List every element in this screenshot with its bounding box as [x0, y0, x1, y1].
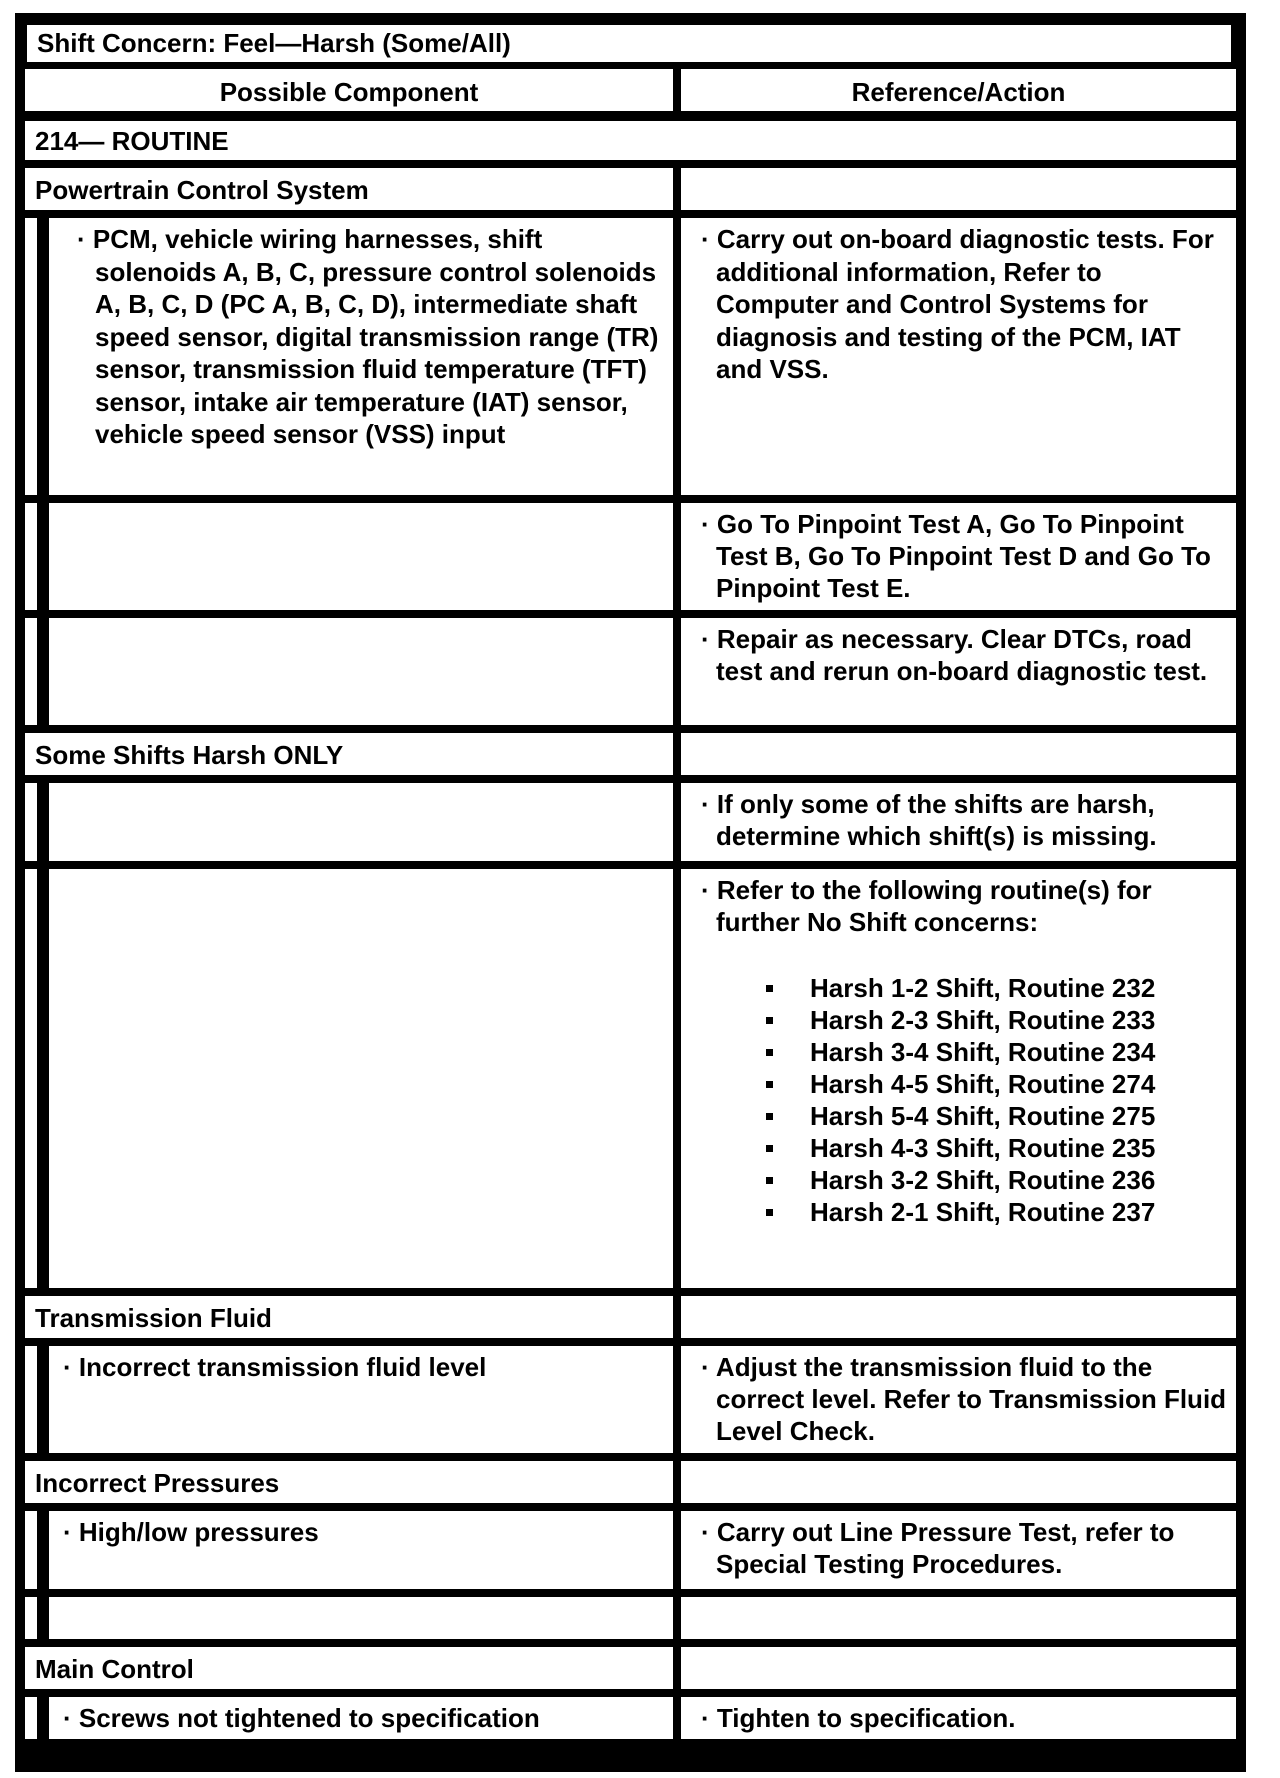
empty-component-cell [49, 618, 673, 725]
indent-cell [25, 1597, 37, 1639]
square-bullet-icon [766, 1113, 773, 1120]
empty-component-cell [49, 783, 673, 861]
list-item: Harsh 2-3 Shift, Routine 233 [716, 1004, 1228, 1036]
square-bullet-icon [766, 1177, 773, 1184]
powertrain-action-2: · Go To Pinpoint Test A, Go To Pinpoint Test B, Go To Pinpoint Test D and Go To Pinpoint Test E. [681, 503, 1236, 610]
list-item: Harsh 5-4 Shift, Routine 275 [716, 1100, 1228, 1132]
section-some-shifts-action-empty [681, 733, 1236, 775]
section-main-control-action-empty [681, 1647, 1236, 1689]
square-bullet-icon [766, 1145, 773, 1152]
square-bullet-icon [766, 1081, 773, 1088]
indent-cell [25, 1511, 37, 1589]
list-item: Harsh 1-2 Shift, Routine 232 [716, 972, 1228, 1004]
main-control-action: · Tighten to specification. [681, 1697, 1236, 1739]
header-possible-component: Possible Component [25, 69, 673, 111]
indent-cell [25, 869, 37, 1288]
pressures-component: · High/low pressures [49, 1511, 673, 1589]
section-pressures-action-empty [681, 1461, 1236, 1503]
indent-cell [25, 1346, 37, 1453]
list-item: Harsh 4-5 Shift, Routine 274 [716, 1068, 1228, 1100]
empty-action-cell [681, 1597, 1236, 1639]
section-pressures-label: Incorrect Pressures [25, 1461, 673, 1503]
powertrain-action-1: · Carry out on-board diagnostic tests. For additional information, Refer to Computer and Control Systems for diagnosis and testing of the PCM, IAT and VSS. [681, 218, 1236, 495]
powertrain-action-3: · Repair as necessary. Clear DTCs, road test and rerun on-board diagnostic test. [681, 618, 1236, 725]
section-main-control-label: Main Control [25, 1647, 673, 1689]
diagnostic-table [15, 13, 1246, 1772]
square-bullet-icon [766, 1209, 773, 1216]
square-bullet-icon [766, 1049, 773, 1056]
section-some-shifts-label: Some Shifts Harsh ONLY [25, 733, 673, 775]
fluid-action: · Adjust the transmission fluid to the correct level. Refer to Transmission Fluid Level Check. [681, 1346, 1236, 1453]
section-fluid-label: Transmission Fluid [25, 1296, 673, 1338]
empty-component-cell [49, 1597, 673, 1639]
some-shifts-action-2 [681, 869, 1236, 1288]
section-fluid-action-empty [681, 1296, 1236, 1338]
main-control-component: · Screws not tightened to specification [49, 1697, 673, 1739]
list-item: Harsh 3-2 Shift, Routine 236 [716, 1164, 1228, 1196]
indent-cell [25, 503, 37, 610]
indent-cell [25, 1697, 37, 1739]
empty-component-cell [49, 503, 673, 610]
list-item: Harsh 4-3 Shift, Routine 235 [716, 1132, 1228, 1164]
list-item: Harsh 2-1 Shift, Routine 237 [716, 1196, 1228, 1228]
indent-cell [25, 618, 37, 725]
table-title: Shift Concern: Feel—Harsh (Some/All) [27, 25, 1231, 62]
section-powertrain-label: Powertrain Control System [25, 168, 673, 210]
square-bullet-icon [766, 1017, 773, 1024]
some-shifts-action-1: · If only some of the shifts are harsh, determine which shift(s) is missing. [681, 783, 1236, 861]
powertrain-component: · PCM, vehicle wiring harnesses, shift solenoids A, B, C, pressure control solenoids A, B, C, D (PC A, B, C, D), intermediate shaft speed sensor, digital transmission range (TR) sensor, transmission fluid temperature (TFT) sensor, intake air temperature (IAT) sensor, vehicle speed sensor (VSS) input [49, 218, 673, 495]
pressures-action: · Carry out Line Pressure Test, refer to Special Testing Procedures. [681, 1511, 1236, 1589]
empty-component-cell [49, 869, 673, 1288]
square-bullet-icon [766, 985, 773, 992]
routine-list [716, 972, 1228, 1228]
indent-cell [25, 783, 37, 861]
section-powertrain-action-empty [681, 168, 1236, 210]
some-shifts-action-2-text: · Refer to the following routine(s) for further No Shift concerns: [701, 875, 1152, 937]
routine-label: 214— ROUTINE [25, 121, 1236, 160]
indent-cell [25, 218, 37, 495]
list-item: Harsh 3-4 Shift, Routine 234 [716, 1036, 1228, 1068]
header-reference-action: Reference/Action [681, 69, 1236, 111]
fluid-component: · Incorrect transmission fluid level [49, 1346, 673, 1453]
